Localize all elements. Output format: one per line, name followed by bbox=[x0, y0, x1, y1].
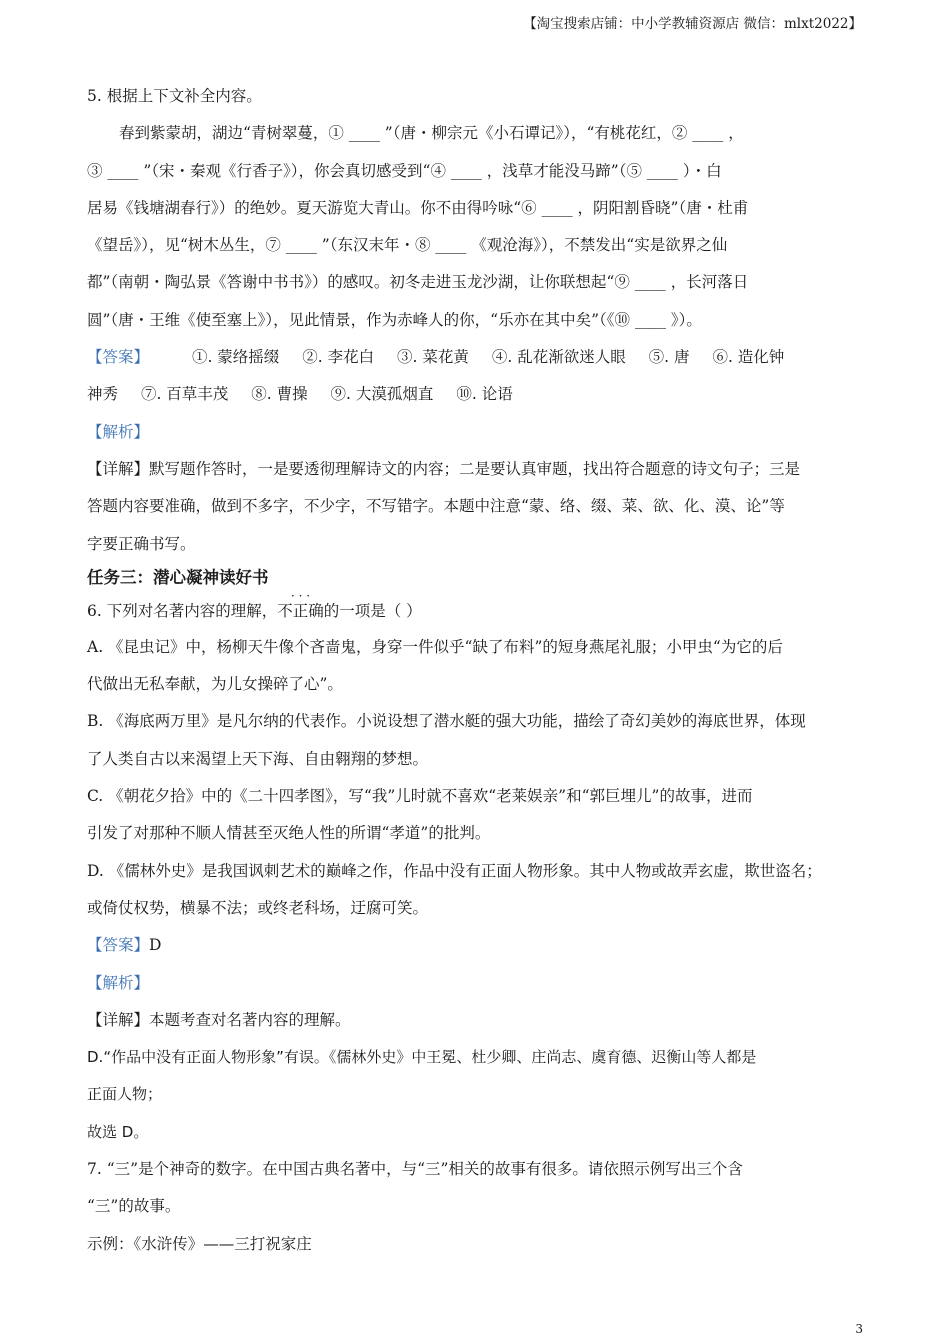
q6-answer-value: D bbox=[149, 936, 162, 955]
q5-answer-1: ①. 蒙络摇缀 bbox=[191, 348, 280, 367]
q5-answer-2: ②. 李花白 bbox=[302, 348, 375, 367]
q7-example: 示例：《水浒传》——三打祝家庄 bbox=[87, 1234, 312, 1253]
q5-answers-line-1 bbox=[87, 339, 865, 376]
q6-detail-line bbox=[87, 1002, 865, 1039]
q6-option-b-line-1: B. 《海底两万里》是凡尔纳的代表作。小说设想了潜水艇的强大功能，描绘了奇幻美妙的海底世界，体现 bbox=[87, 712, 806, 731]
q5-answer-9: ⑨. 大漠孤烟直 bbox=[330, 385, 434, 404]
q6-option-c-line-1: C. 《朝花夕拾》中的《二十四孝图》，写“我”儿时就不喜欢“老莱娱亲”和“郭巨埋儿”的故事，进而 bbox=[87, 787, 753, 806]
document-body bbox=[87, 78, 865, 1263]
q6-option-d-line-1: D. 《儒林外史》是我国讽刺艺术的巅峰之作，作品中没有正面人物形象。其中人物或故弄玄虚，欺世盗名； bbox=[87, 861, 822, 880]
emphasis-dots: · · · bbox=[290, 588, 311, 603]
q5-answer-5: ⑤. 唐 bbox=[648, 348, 690, 367]
q5-answer-10: ⑩. 论语 bbox=[456, 385, 513, 404]
q6-detail-label: 【详解】 bbox=[87, 1010, 150, 1029]
q6-title-suffix: 的一项是（ ） bbox=[323, 601, 422, 620]
q6-title-prefix: 6. 下列对名著内容的理解， bbox=[87, 601, 278, 620]
q6-analysis-label: 【解析】 bbox=[87, 973, 150, 992]
q6-explain-line-2: 正面人物； bbox=[87, 1085, 163, 1104]
q5-detail-line-3: 字要正确书写。 bbox=[87, 534, 196, 553]
page-header: 【淘宝搜索店铺：中小学教辅资源店 微信：mlxt2022】 bbox=[523, 16, 862, 32]
q5-line-2: ③ ____ ”（宋・秦观《行香子》），你会真切感受到“④ ____ ，浅草才能没马蹄”（⑤ ____ ）・白 bbox=[87, 161, 722, 180]
q6-emphasis bbox=[277, 588, 324, 620]
q5-answer-6-cont: 神秀 bbox=[87, 385, 119, 404]
q6-option-a-line-1: A. 《昆虫记》中，杨柳天牛像个吝啬鬼，身穿一件似乎“缺了布料”的短身燕尾礼服；小甲虫“为它的后 bbox=[87, 637, 783, 656]
q6-explain-line-1: D.“作品中没有正面人物形象”有误。《儒林外史》中王冕、杜少卿、庄尚志、虞育德、迟衡山等人都是 bbox=[87, 1048, 757, 1067]
section-heading: 任务三：潜心凝神读好书 bbox=[87, 567, 269, 587]
q6-answer-line bbox=[87, 927, 865, 964]
q6-explain-line-3: 故选 D。 bbox=[87, 1122, 149, 1141]
q7-line-1: 7. “三”是个神奇的数字。在中国古典名著中，与“三”相关的故事有很多。请依照示例写出三个含 bbox=[87, 1160, 743, 1179]
q5-analysis-label: 【解析】 bbox=[87, 422, 150, 441]
q5-line-6: 圆”（唐・王维《使至塞上》），见此情景，作为赤峰人的你，“乐亦在其中矣”（《⑩ ____ 》）。 bbox=[87, 310, 702, 329]
q5-answer-label: 【答案】 bbox=[87, 348, 150, 367]
q6-option-b-line-2: 了人类自古以来渴望上天下海、自由翱翔的梦想。 bbox=[87, 749, 429, 768]
q7-line-2: “三”的故事。 bbox=[87, 1197, 181, 1216]
q5-line-5: 都”（南朝・陶弘景《答谢中书书》）的感叹。初冬走进玉龙沙湖，让你联想起“⑨ ____ ，长河落日 bbox=[87, 273, 749, 292]
q5-line-3: 居易《钱塘湖春行》）的绝妙。夏天游览大青山。你不由得吟咏“⑥ ____ ，阴阳割昏晓”（唐・杜甫 bbox=[87, 198, 749, 217]
q5-detail-text-1: 默写题作答时，一是要透彻理解诗文的内容；二是要认真审题，找出符合题意的诗文句子；三是 bbox=[149, 459, 801, 478]
q5-answer-4: ④. 乱花渐欲迷人眼 bbox=[491, 348, 626, 367]
q6-option-c-line-2: 引发了对那种不顺人情甚至灭绝人性的所谓“孝道”的批判。 bbox=[87, 824, 491, 843]
q5-answer-3: ③. 菜花黄 bbox=[397, 348, 469, 367]
q6-answer-label: 【答案】 bbox=[87, 936, 150, 955]
q5-detail-label: 【详解】 bbox=[87, 459, 150, 478]
q6-emphasis-text: 不正确 bbox=[277, 601, 324, 620]
q5-answer-8: ⑧. 曹操 bbox=[251, 385, 308, 404]
q5-line-4: 《望岳》），见“树木丛生，⑦ ____ ”（东汉末年・⑧ ____ 《观沧海》），不禁发出“实是欲界之仙 bbox=[87, 236, 728, 255]
q5-answer-7: ⑦. 百草丰茂 bbox=[140, 385, 229, 404]
q5-detail-line-2: 答题内容要准确，做到不多字，不少字，不写错字。本题中注意“蒙、络、缀、菜、欲、化、漠、论”等 bbox=[87, 497, 785, 516]
q6-title bbox=[87, 588, 865, 629]
page-number: 3 bbox=[855, 1322, 863, 1336]
q5-line-1: 春到紫蒙胡，湖边“青树翠蔓，① ____ ”（唐・柳宗元《小石谭记》），“有桃花红，② ____ ， bbox=[119, 124, 744, 143]
q5-answer-6: ⑥. 造化钟 bbox=[712, 348, 785, 367]
q5-answers-line-2 bbox=[87, 376, 865, 413]
q6-detail-text: 本题考查对名著内容的理解。 bbox=[149, 1010, 351, 1029]
q6-option-d-line-2: 或倚仗权势，横暴不法；或终老科场，迂腐可笑。 bbox=[87, 898, 429, 917]
q5-detail-line-1 bbox=[87, 451, 865, 488]
q5-title: 5. 根据上下文补全内容。 bbox=[87, 87, 262, 105]
q6-option-a-line-2: 代做出无私奉献，为儿女操碎了心”。 bbox=[87, 675, 343, 694]
